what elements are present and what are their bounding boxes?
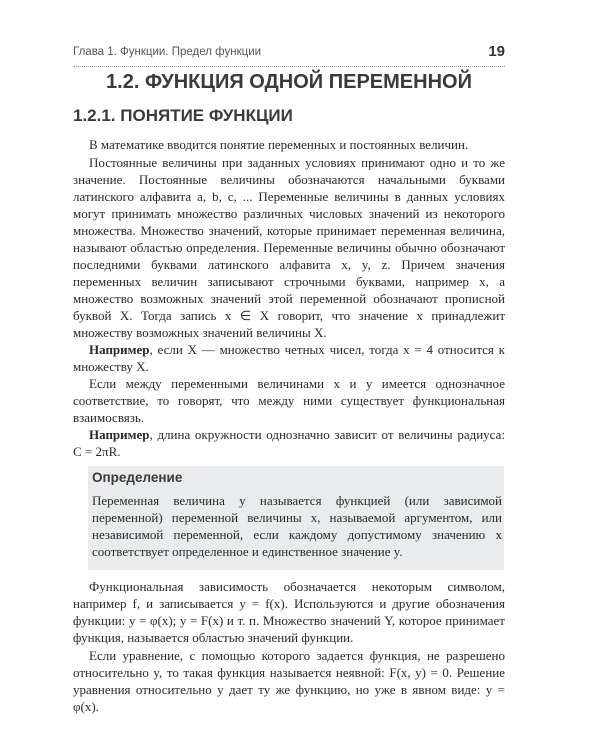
paragraph-correspondence: Если между переменными величинами x и y имеется однозначное соответствие, то говорят, что между ними существует функциональная взаимосвязь. (73, 376, 505, 425)
body-text (73, 136, 505, 460)
chapter-title: Глава 1. Функции. Предел функции (73, 46, 262, 58)
definition-title: Определение (92, 470, 183, 485)
definition-box (88, 466, 504, 570)
paragraph-example-2 (73, 426, 505, 460)
example-lead: Например (89, 342, 150, 357)
paragraph-implicit: Если уравнение, с помощью которого задается функция, не разрешено относительно y, то такая функция называется неявной: F(x, y) = 0. Решение уравнения относительно y дает ту же функцию, но уже в явном виде: y = φ(x). (73, 648, 505, 714)
paragraph-constants: Постоянные величины при заданных условиях принимают одно и то же значение. Постоянные величины обозначаются начальными буквами латинского алфавита a, b, c, ... Переменные величины в данных условиях могут принимать множество различных числовых значений из некоторого множества. Множество значений, которые принимает переменная величина, называют областью определения. Переменные величины обычно обозначают последними буквами латинского алфавита x, y, z. Причем значения переменных величин записывают строчными буквами, например x, а множество возможных значений этой переменной обозначают прописной буквой X. Тогда запись x ∈ X говорит, что значение x принадлежит множеству возможных значений величины X. (73, 155, 505, 340)
running-header (73, 44, 505, 67)
example-text: , если X — множество четных чисел, тогда x = 4 относится к множеству X. (73, 342, 505, 374)
example-text: , длина окружности однозначно зависит от величины радиуса: C = 2πR. (73, 427, 505, 459)
example-lead: Например (89, 427, 150, 442)
subsection-title: 1.2.1. ПОНЯТИЕ ФУНКЦИИ (73, 106, 293, 125)
definition-text: Переменная величина y называется функцией (или зависимой переменной) переменной величины x, называемой аргументом, или независимой переменной, если каждому допустимому значению x соответствует определенное и единственное значение y. (92, 493, 502, 559)
body-text-continued (73, 578, 505, 715)
paragraph-notation: Функциональная зависимость обозначается некоторым символом, например f, и записывается y = f(x). Используются и другие обозначения функции: y = φ(x); y = F(x) и т. п. Множество значений Y, которое принимает функция, называется областью значений функции. (73, 579, 505, 645)
paragraph-intro: В математике вводится понятие переменных и постоянных величин. (89, 137, 469, 152)
page-number: 19 (488, 43, 505, 60)
paragraph-example-1 (73, 341, 505, 375)
section-title: 1.2. ФУНКЦИЯ ОДНОЙ ПЕРЕМЕННОЙ (106, 71, 472, 93)
